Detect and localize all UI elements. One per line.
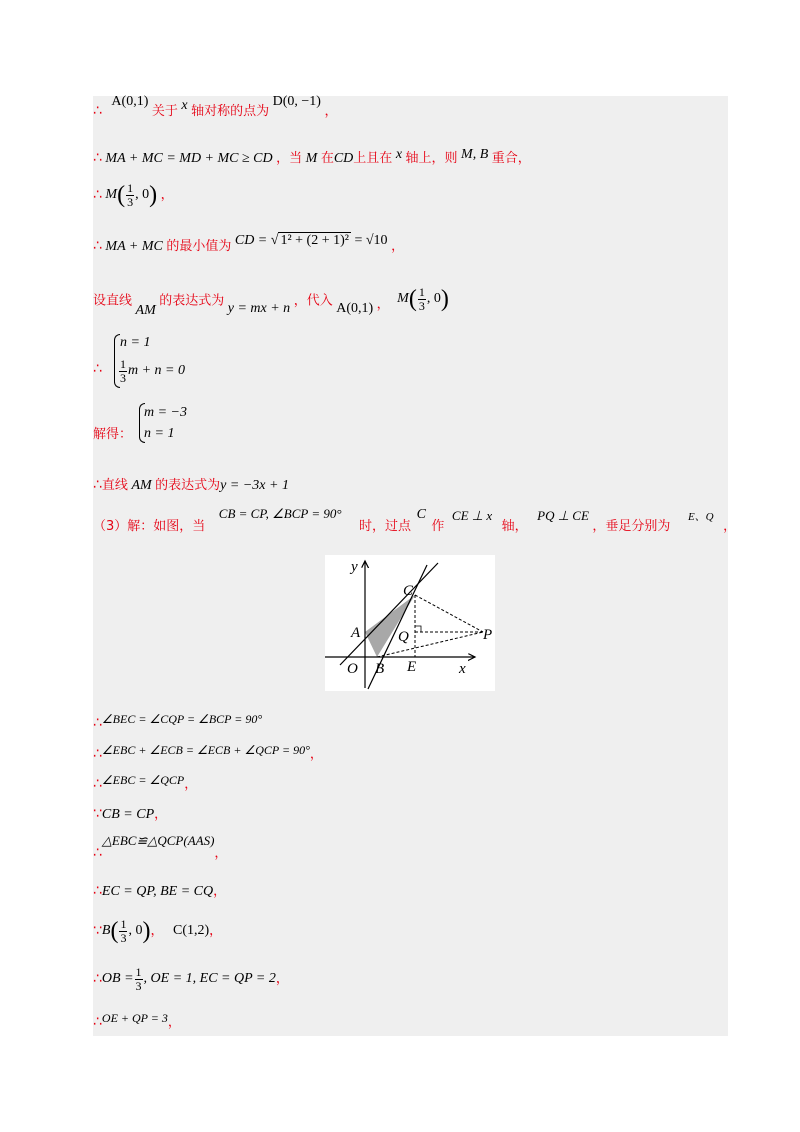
line-7 (93, 428, 132, 442)
math-expr: y = mx + n (227, 301, 291, 317)
line-17: ∴OB = $\frac{1}{3}$ , OE = 1, EC = QP = 2， (93, 965, 289, 993)
math-expr: PQ ⊥ CE (537, 508, 589, 523)
solution-eq-2 (144, 427, 174, 441)
text: ， (213, 884, 227, 899)
text: 重合， (491, 151, 531, 166)
line-14 (93, 833, 228, 861)
text: ， (209, 923, 223, 939)
var-m: M (105, 187, 118, 203)
text: ， (376, 297, 390, 313)
math-expr: MA + MC = MD + MC ≥ CD (105, 151, 273, 166)
shaded-triangle (365, 595, 415, 657)
label-c: C (403, 583, 414, 599)
text: ， (150, 923, 164, 939)
line-18 (93, 1011, 181, 1030)
segment-cp (415, 595, 483, 632)
right-angle-mark (415, 626, 421, 632)
line-8 (93, 478, 289, 493)
segment-cd: CD (333, 151, 354, 166)
text: ，当 (276, 151, 303, 166)
var-m: M (305, 151, 318, 166)
math-expr: , 0 (128, 923, 143, 939)
label-e: E (407, 659, 417, 675)
text: 的表达式为 (159, 293, 225, 309)
text: ， (324, 104, 338, 119)
line-12 (93, 773, 198, 792)
line-ac (340, 563, 438, 665)
text: 解得： (93, 427, 133, 442)
math-expr: , 0 (135, 187, 150, 203)
therefore-symbol: ∴ (93, 361, 102, 377)
math-expr: m + n = 0 (128, 363, 186, 379)
text: 作 (431, 519, 445, 534)
line-2 (93, 147, 531, 166)
line-1 (93, 94, 338, 119)
math-expr: CE ⊥ x (451, 508, 493, 523)
line-4: ∴ MA + MC 的最小值为 CD = √ 1² + (2 + 1)² = √10 ， (93, 233, 405, 254)
math-expr: n = 1 (144, 426, 175, 441)
line-16: ∵B( $\frac{1}{3}$ , 0)， C(1,2)， (93, 917, 223, 945)
line-am: AM (135, 303, 156, 319)
radicand: 1² + (2 + 1)² (280, 233, 349, 248)
therefore-symbol: ∴ (93, 103, 102, 119)
because-symbol: ∵ (93, 923, 102, 940)
line-3: ∴ M( $\frac{1}{3}$ , 0) ， (93, 181, 174, 209)
text: ， (184, 777, 198, 792)
text: ， (214, 846, 228, 861)
text: 设直线 (93, 293, 133, 309)
text: ， (160, 187, 174, 203)
therefore-symbol: ∴ (93, 150, 102, 166)
line-6 (93, 362, 102, 377)
line-9 (93, 506, 737, 534)
point-a: A(0,1) (336, 301, 374, 317)
text: ， (309, 747, 323, 762)
math-expr: ∠BEC = ∠CQP = ∠BCP = 90° (101, 712, 263, 726)
text: ， (167, 1015, 181, 1030)
text: （3）解：如图，当 (93, 519, 206, 534)
text: 轴， (501, 519, 528, 534)
text: 上且在 (353, 151, 393, 166)
therefore-symbol: ∴ (93, 845, 102, 861)
line-am: AM (131, 478, 152, 493)
label-y: y (351, 559, 358, 575)
label-x: x (459, 661, 466, 677)
math-expr: ∠EBC + ∠ECB = ∠ECB + ∠QCP = 90° (101, 743, 310, 757)
math-expr: m = −3 (144, 405, 188, 420)
math-expr: EC = QP, BE = CQ (101, 884, 214, 899)
math-expr: CB = CP (101, 807, 155, 822)
label-q: Q (398, 629, 409, 645)
system-eq-1 (120, 336, 150, 350)
text: 的表达式为 (155, 478, 221, 493)
point-c: C (416, 507, 426, 522)
math-expr: n = 1 (120, 335, 151, 350)
label-o: O (347, 661, 358, 677)
line-10 (93, 712, 263, 731)
point-b: B (101, 923, 111, 939)
geometry-figure (325, 555, 495, 691)
label-a: A (351, 625, 361, 641)
therefore-symbol: ∴ (93, 715, 102, 731)
text: 关于 (151, 104, 178, 119)
text: ， (723, 519, 737, 534)
text: 轴对称的点为 (191, 104, 270, 119)
therefore-symbol: ∴ (93, 477, 102, 493)
line-13 (93, 807, 167, 822)
line-11 (93, 743, 323, 762)
math-expr: OE + QP = 3 (101, 1011, 168, 1025)
therefore-symbol: ∴ (93, 883, 102, 899)
points-mb: M, B (461, 147, 489, 162)
therefore-symbol: ∴ (93, 187, 102, 204)
therefore-symbol: ∴ (93, 1014, 102, 1030)
var-x: x (181, 98, 188, 113)
text: ，代入 (293, 293, 333, 309)
text: ， (391, 239, 405, 254)
line-5 (93, 285, 449, 319)
text: 在 (320, 151, 334, 166)
therefore-symbol: ∴ (93, 971, 102, 988)
therefore-symbol: ∴ (93, 746, 102, 762)
var-x: x (395, 147, 403, 162)
because-symbol: ∵ (93, 806, 102, 822)
text: ，垂足分别为 (592, 519, 671, 534)
math-expr: y = −3x + 1 (220, 478, 289, 493)
text: 直线 (101, 478, 128, 493)
text: 的最小值为 (166, 239, 232, 254)
label-b: B (375, 661, 385, 677)
therefore-symbol: ∴ (93, 776, 102, 792)
math-expr: △EBC≌△QCP(AAS) (101, 833, 215, 848)
math-expr: OB = (101, 971, 134, 987)
math-expr: MA + MC (105, 239, 163, 254)
system-eq-2: $\frac{1}{3}$ m + n = 0 (120, 357, 186, 385)
fraction: $\frac{1}{3}$ (127, 181, 134, 209)
label-p: P (483, 627, 493, 643)
therefore-symbol: ∴ (93, 238, 102, 254)
text: ， (275, 971, 289, 987)
math-expr: CB = CP, ∠BCP = 90° (218, 506, 342, 521)
solution-eq-1 (144, 406, 187, 420)
point-a: A(0,1) (111, 94, 149, 109)
text: 时，过点 (359, 519, 412, 534)
point-c: C(1,2) (173, 923, 210, 939)
point-d: D(0, −1) (272, 94, 321, 109)
point-m: M( $\frac{1}{3}$ , 0) (397, 285, 449, 313)
text: ， (154, 807, 168, 822)
math-expr: CD = (234, 233, 268, 248)
math-expr: = √10 (354, 233, 388, 248)
line-15 (93, 884, 226, 899)
text: 轴上，则 (405, 151, 458, 166)
math-expr: E、Q (687, 511, 714, 523)
math-expr: ∠EBC = ∠QCP (101, 773, 185, 787)
math-expr: , OE = 1, EC = QP = 2 (143, 971, 276, 987)
